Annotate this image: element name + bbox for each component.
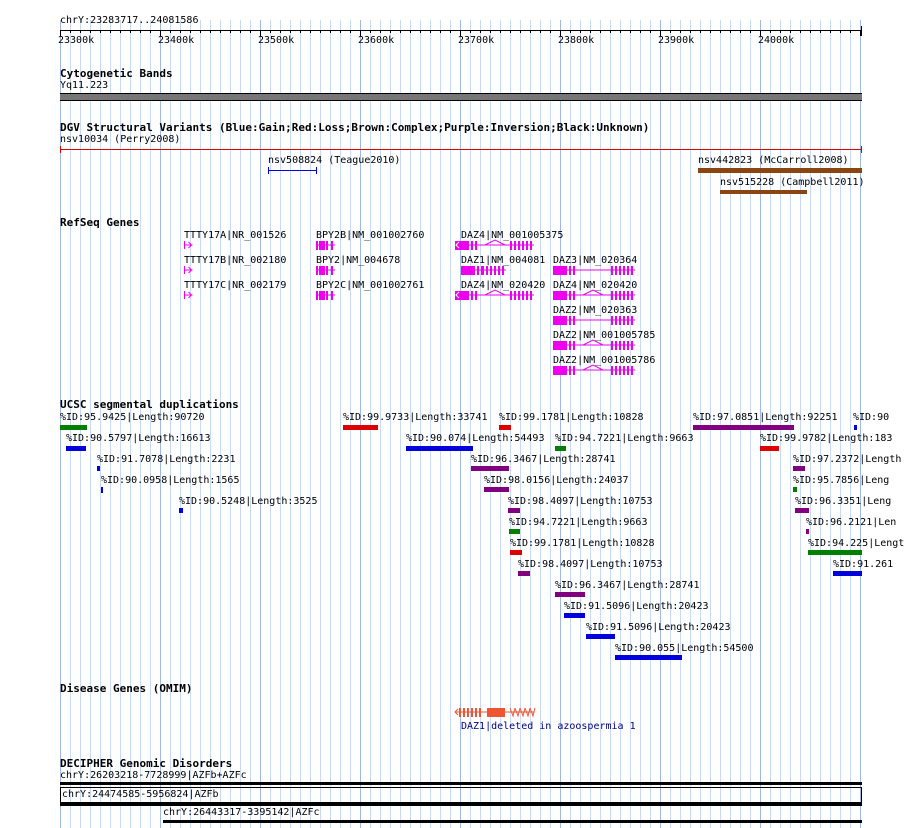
gene-label: BPY2B|NM_001002760 <box>316 230 425 241</box>
segdup-label: %ID:99.1781|Length:10828 <box>510 538 655 549</box>
gene-label: TTTY17B|NR_002180 <box>184 255 287 266</box>
segdup-label: %ID:99.9733|Length:33741 <box>343 412 488 423</box>
ruler-tick-label: 23500k <box>258 35 295 46</box>
segdup-label: %ID:95.7856|Leng <box>793 475 890 486</box>
gene-exon <box>471 708 473 717</box>
segdup-label: %ID:91.261 <box>833 559 894 570</box>
ruler-tick-label: 23800k <box>558 35 595 46</box>
segdup-label: %ID:98.4097|Length:10753 <box>518 559 663 570</box>
decipher-label: chrY:24474585-5956824|AZFb <box>62 789 219 800</box>
variant-label: nsv508824 (Teague2010) <box>268 155 401 166</box>
segdup-label: %ID:99.1781|Length:10828 <box>499 412 644 423</box>
gene-exon <box>463 708 465 717</box>
segdup-label: %ID:99.9782|Length:183 <box>760 433 893 444</box>
decipher-bar[interactable] <box>60 803 862 806</box>
track-title: RefSeq Genes <box>60 216 140 229</box>
segdup-label: %ID:98.4097|Length:10753 <box>508 496 653 507</box>
segdup-label: %ID:98.0156|Length:24037 <box>484 475 629 486</box>
gene-label: DAZ4|NM_020420 <box>553 280 638 291</box>
segdup-label: %ID:95.9425|Length:90720 <box>60 412 205 423</box>
segdup-label: %ID:90.5248|Length:3525 <box>179 496 318 507</box>
segdup-label: %ID:90.074|Length:54493 <box>406 433 545 444</box>
decipher-label: chrY:26443317-3395142|AZFc <box>163 807 320 818</box>
track-title: UCSC segmental duplications <box>60 398 239 411</box>
variant-label: nsv10034 (Perry2008) <box>60 134 181 145</box>
segdup-label: %ID:97.0851|Length:92251 <box>693 412 838 423</box>
ruler-tick-label: 23300k <box>58 35 95 46</box>
variant-label: nsv442823 (McCarroll2008) <box>698 155 849 166</box>
track-title: Disease Genes (OMIM) <box>60 682 193 695</box>
decipher-bar[interactable] <box>60 782 862 785</box>
segdup-label: %ID:90 <box>853 412 890 423</box>
ruler-tick-label: 23600k <box>358 35 395 46</box>
decipher-bar[interactable] <box>163 820 862 823</box>
variant-label: nsv515228 (Campbell2011) <box>720 177 865 188</box>
gene-label: DAZ2|NM_020363 <box>553 305 638 316</box>
gene-exon <box>475 708 477 717</box>
gene-label: BPY2|NM_004678 <box>316 255 401 266</box>
segdup-label: %ID:97.2372|Length <box>793 454 902 465</box>
gene-label: DAZ4|NM_020420 <box>461 280 546 291</box>
segdup-label: %ID:96.3467|Length:28741 <box>471 454 616 465</box>
segdup-label: %ID:90.0958|Length:1565 <box>101 475 240 486</box>
gene-label: DAZ2|NM_001005786 <box>553 355 656 366</box>
gene-exon <box>467 708 469 717</box>
segdup-label: %ID:94.7221|Length:9663 <box>509 517 648 528</box>
decipher-label: chrY:26203218-7728999|AZFb+AZFc <box>60 770 247 781</box>
omim-gene-label[interactable]: DAZ1|deleted in azoospermia 1 <box>461 721 636 732</box>
track-title: DGV Structural Variants (Blue:Gain;Red:Loss;Brown:Complex;Purple:Inversion;Black:Unknown) <box>60 121 650 134</box>
ruler-tick-label: 24000k <box>758 35 795 46</box>
ruler-coordinate-label: chrY:23283717..24081586 <box>60 15 199 26</box>
ruler-tick-label: 23900k <box>658 35 695 46</box>
segdup-label: %ID:91.5096|Length:20423 <box>564 601 709 612</box>
segdup-label: %ID:96.3467|Length:28741 <box>555 580 700 591</box>
gene-label: DAZ3|NM_020364 <box>553 255 638 266</box>
segdup-label: %ID:96.2121|Len <box>806 517 897 528</box>
ruler-tick-label: 23400k <box>158 35 195 46</box>
gene-label: DAZ2|NM_001005785 <box>553 330 656 341</box>
gene-exon <box>459 708 461 717</box>
gene-label: TTTY17C|NR_002179 <box>184 280 287 291</box>
gene-label: DAZ1|NM_004081 <box>461 255 546 266</box>
track-title: Cytogenetic Bands <box>60 67 173 80</box>
segdup-label: %ID:91.7078|Length:2231 <box>97 454 236 465</box>
cytoband-label: Yq11.223 <box>60 80 109 91</box>
ruler-tick-label: 23700k <box>458 35 495 46</box>
gene-label: BPY2C|NM_001002761 <box>316 280 425 291</box>
segdup-label: %ID:96.3351|Leng <box>795 496 892 507</box>
gene-label: DAZ4|NM_001005375 <box>461 230 564 241</box>
gene-label: TTTY17A|NR_001526 <box>184 230 287 241</box>
segdup-label: %ID:94.7221|Length:9663 <box>555 433 694 444</box>
segdup-label: %ID:90.5797|Length:16613 <box>66 433 211 444</box>
segdup-label: %ID:90.055|Length:54500 <box>615 643 754 654</box>
track-title: DECIPHER Genomic Disorders <box>60 757 233 770</box>
segdup-label: %ID:91.5096|Length:20423 <box>586 622 731 633</box>
gene-exon <box>479 708 481 717</box>
gene-exon <box>487 708 505 717</box>
segdup-label: %ID:94.225|Lengt <box>808 538 904 549</box>
